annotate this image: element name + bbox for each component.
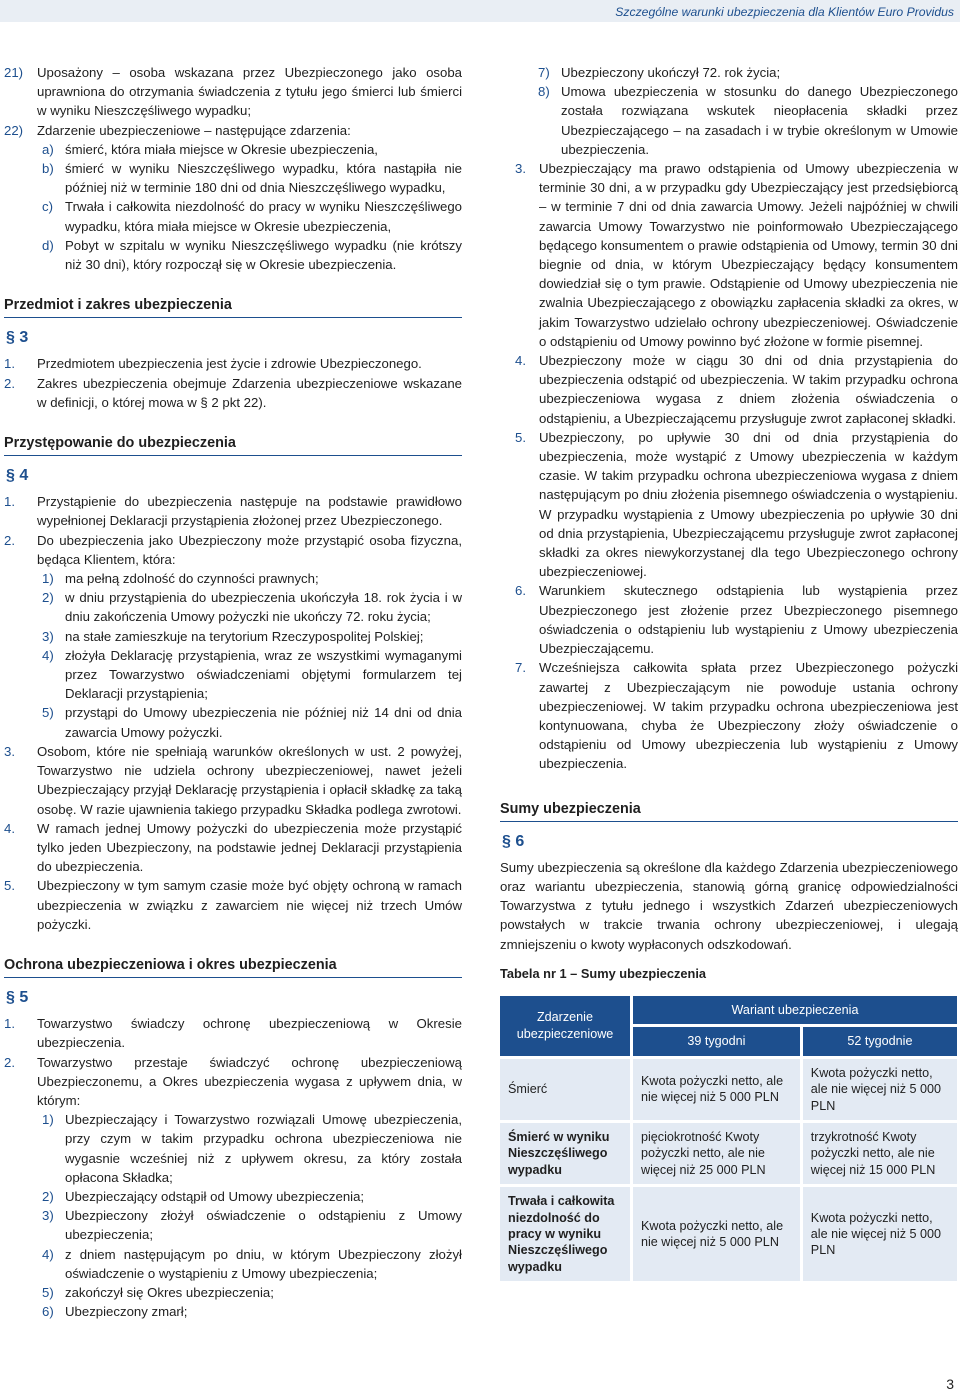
s4-sub-3: 3) na stałe zamieszkuje na terytorium Rzeczypospolitej Polskiej;	[42, 628, 424, 644]
s5-item-6: 6. Warunkiem skutecznego odstąpienia lub wystąpienia przez Ubezpieczonego jest złożenie przez Ubezpieczonego pisemnego oświadczenia o odstąpieniu lub wystąpieniu z Umowy ubezpieczenia Ubezpieczającemu.	[515, 583, 958, 657]
running-header-title: Szczególne warunki ubezpieczenia dla Klientów Euro Providus	[615, 5, 954, 19]
table-row	[500, 1059, 957, 1120]
section-mark-5: § 5	[6, 989, 29, 1007]
s3-item-1: 1. Przedmiotem ubezpieczenia jest życie i zdrowie Ubezpieczonego.	[4, 356, 422, 372]
row-event: Śmierć	[500, 1059, 630, 1120]
cell-39: pięciokrotność Kwoty pożyczki netto, ale nie więcej niż 25 000 PLN	[633, 1123, 800, 1184]
table-caption: Tabela nr 1 – Sumy ubezpieczenia	[500, 965, 707, 981]
s5-sub-7: 7) Ubezpieczony ukończył 72. rok życia;	[538, 65, 781, 80]
col-header-39: 39 tygodni	[633, 1027, 800, 1055]
section-mark-6: § 6	[502, 832, 525, 850]
s4-sub-5: 5) przystąpi do Umowy ubezpieczenia nie później niż 14 dni od dnia zawarcia Umowy pożyczki.	[42, 705, 462, 740]
s4-item-1: 1. Przystąpienie do ubezpieczenia następuje na podstawie prawidłowo wypełnionej Deklaracji przystąpienia złożonej przez Ubezpieczonego.	[4, 494, 462, 529]
s5-sub-2: 2) Ubezpieczający odstąpił od Umowy ubezpieczenia;	[42, 1188, 365, 1204]
event-d: d) Pobyt w szpitalu w wyniku Nieszczęśliwego wypadku (nie krótszy niż 30 dni), który rozpoczął się w Okresie ubezpieczenia.	[42, 237, 462, 273]
s5-item-2: 2. Towarzystwo przestaje świadczyć ochronę ubezpieczeniową Ubezpieczonemu, a Okres ubezpieczenia wygasa z upływem dnia, w którym:	[4, 1054, 462, 1108]
definition-21: 21) Uposażony – osoba wskazana przez Ubezpieczonego jako osoba uprawniona do otrzymania świadczenia z tytułu jego śmierci lub śmierci w wyniku Nieszczęśliwego wypadku;	[4, 65, 462, 119]
page-number: 3	[946, 1375, 954, 1392]
section-heading-przedmiot: Przedmiot i zakres ubezpieczenia	[4, 296, 462, 318]
s5-item-5: 5. Ubezpieczony, po upływie 30 dni od dnia przystąpienia do ubezpieczenia, może wystąpić z Umowy ubezpieczenia w każdym czasie. W takim przypadku ochrona ubezpieczeniowa wygasa z dniem następującym po dniu złożenia pisemnego oświadczenia o wystąpieniu. W przypadku wystąpienia z Umowy ubezpieczenia po upływie 30 dni od dnia przystąpienia, Ubezpieczającemu przysługuje zwrot zapłaconej składki za okres niewykorzystanej dla tego Ubezpieczonego ochrony ubezpieczeniowej.	[515, 429, 958, 580]
term-uposazony: Uposażony	[37, 65, 103, 80]
section-heading-ochrona: Ochrona ubezpieczeniowa i okres ubezpieczenia	[4, 956, 462, 978]
definition-22: 22) Zdarzenie ubezpieczeniowe – następujące zdarzenia:	[4, 122, 351, 138]
s3-item-2: 2. Zakres ubezpieczenia obejmuje Zdarzenia ubezpieczeniowe wskazane w definicji, o której mowa w § 2 pkt 22).	[4, 375, 462, 410]
event-c: c) Trwała i całkowita niezdolność do pracy w wyniku Nieszczęśliwego wypadku, która miała miejsce w Okresie ubezpieczenia,	[42, 199, 462, 234]
s5-item-4: 4. Ubezpieczony może w ciągu 30 dni od dnia przystąpienia do ubezpieczenia odstąpić od ubezpieczenia. W takim przypadku ochrona ubezpieczeniowa wygasa z dniem złożenia oświadczenia o odstąpieniu, a Ubezpieczającemu przysługuje zwrot zapłaconej składki.	[515, 353, 958, 426]
s5-sub-4: 4) z dniem następującym po dniu, w którym Ubezpieczony złożył oświadczenie o wystąpieniu z Umowy ubezpieczenia;	[42, 1246, 462, 1281]
s5-sub-8: 8) Umowa ubezpieczenia w stosunku do danego Ubezpieczonego została rozwiązana wskutek nieopłacenia składki przez Ubezpieczającego – na zasadach i w trybie określonym w Umowie ubezpieczenia.	[538, 84, 958, 157]
section-mark-3: § 3	[6, 329, 29, 347]
s5-sub-3: 3) Ubezpieczony złożył oświadczenie o odstąpieniu z Umowy ubezpieczenia;	[42, 1208, 462, 1243]
s4-item-4: 4. W ramach jednej Umowy pożyczki do ubezpieczenia może przystąpić tylko jeden Ubezpieczony, na podstawie jednej Deklaracji przystąpienia do ubezpieczenia.	[4, 820, 462, 875]
s5-item-3: 3. Ubezpieczający ma prawo odstąpienia od Umowy ubezpieczenia w terminie 30 dni, a w przypadku gdy Ubezpieczający jest przedsiębiorcą – w terminie 7 dni od dnia zawarcia Umowy. Jeżeli najpóźniej w chwili zawarcia Umowy Towarzystwo nie poinformowało Ubezpieczającego będącego konsumentem o prawie odstąpienia od Umowy, termin 30 dni biegnie od dnia, w którym Ubezpieczający będący konsumentem dowiedział się o tym prawie. Odstąpienie od Umowy ubezpieczenia nie zwalnia Ubezpieczającego z obowiązku zapłacenia składki za okres, w jakim Towarzystwo udzielało ochrony ubezpieczeniowej. Oświadczenie o odstąpieniu od Umowy powinno być złożone w formie pisemnej.	[515, 161, 958, 349]
s4-sub-4: 4) złożyła Deklarację przystąpienia, wraz ze wszystkimi wymaganymi przez Towarzystwo oświadczeniami objętymi formularzem tej Deklaracji przystąpienia;	[42, 647, 462, 702]
col-header-variant: Wariant ubezpieczenia	[633, 996, 957, 1024]
cell-52: Kwota pożyczki netto, ale nie więcej niż 5 000 PLN	[803, 1059, 957, 1120]
cell-52: Kwota pożyczki netto, ale nie więcej niż 5 000 PLN	[803, 1187, 957, 1281]
section-heading-sumy: Sumy ubezpieczenia	[500, 800, 958, 822]
table-row	[500, 1187, 957, 1281]
term-zdarzenie: Zdarzenie ubezpieczeniowe	[37, 122, 201, 138]
s5-sub-6: 6) Ubezpieczony zmarł;	[42, 1304, 188, 1320]
event-a: a) śmierć, która miała miejsce w Okresie ubezpieczenia,	[42, 141, 378, 157]
running-header	[0, 0, 960, 22]
s4-item-5: 5. Ubezpieczony w tym samym czasie może być objęty ochroną w ramach ubezpieczenia w związku z zawarciem nie więcej niż trzech Umów pożyczki.	[4, 878, 462, 932]
s4-sub-1: 1) ma pełną zdolność do czynności prawnych;	[42, 571, 319, 587]
event-b: b) śmierć w wyniku Nieszczęśliwego wypadku, która nastąpiła nie później niż w terminie 180 dni od dnia Nieszczęśliwego wypadku,	[42, 161, 462, 196]
row-event: Trwała i całkowita niezdolność do pracy w wyniku Nieszczęśliwego wypadku	[500, 1187, 630, 1281]
row-event: Śmierć w wyniku Nieszczęśliwego wypadku	[500, 1123, 630, 1184]
col-header-event: Zdarzenie ubezpieczeniowe	[500, 996, 630, 1056]
s5-sub-5: 5) zakończył się Okres ubezpieczenia;	[42, 1284, 274, 1300]
table-header-row	[500, 996, 957, 1024]
col-header-52: 52 tygodnie	[803, 1027, 957, 1055]
section-mark-4: § 4	[6, 467, 29, 485]
cell-39: Kwota pożyczki netto, ale nie więcej niż 5 000 PLN	[633, 1187, 800, 1281]
s5-item-7: 7. Wcześniejsza całkowita spłata przez Ubezpieczonego pożyczki zawartej z Ubezpieczającym nie powoduje ustania ochrony ubezpieczeniowej. W takim przypadku ochrona ubezpieczeniowa jest kontynuowana, chyba że Ubezpieczony złoży oświadczenie o odstąpieniu od Umowy ubezpieczenia lub wystąpieniu z Umowy ubezpieczenia.	[515, 660, 958, 772]
s5-sub-1: 1) Ubezpieczający i Towarzystwo rozwiązali Umowę ubezpieczenia, przy czym w takim przypadku ochrona ubezpieczeniowa nie wygasnie wcześniej niż z upływem okresu, za który została opłacona Składka;	[42, 1112, 462, 1185]
sums-table	[497, 993, 960, 1284]
right-column	[500, 63, 958, 1284]
s6-paragraph: Sumy ubezpieczenia są określone dla każdego Zdarzenia ubezpieczeniowego oraz wariantu ubezpieczenia, stanowią górną granicę odpowiedzialności Towarzystwa z tytułu jednego i wszystkich Zdarzeń ubezpieczeniowych powstałych w trakcie trwania ochrony ubezpieczeniowej, i ulegają zmniejszeniu o kwoty wypłaconych odszkodowań.	[500, 859, 958, 952]
table-row	[500, 1123, 957, 1184]
s4-item-2: 2. Do ubezpieczenia jako Ubezpieczony może przystąpić osoba fizyczna, będąca Klientem, która:	[4, 532, 462, 567]
s5-item-1: 1. Towarzystwo świadczy ochronę ubezpieczeniową w Okresie ubezpieczenia.	[4, 1016, 462, 1051]
left-column	[4, 63, 462, 1321]
s4-sub-2: 2) w dniu przystąpienia do ubezpieczenia ukończyła 18. rok życia i w dniu zakończenia Umowy pożyczki nie ukończy 72. roku życia;	[42, 590, 462, 625]
cell-52: trzykrotność Kwoty pożyczki netto, ale nie więcej niż 15 000 PLN	[803, 1123, 957, 1184]
cell-39: Kwota pożyczki netto, ale nie więcej niż 5 000 PLN	[633, 1059, 800, 1120]
section-heading-przystepowanie: Przystępowanie do ubezpieczenia	[4, 434, 462, 456]
s4-item-3: 3. Osobom, które nie spełniają warunków określonych w ust. 2 powyżej, Towarzystwo nie udziela ochrony ubezpieczeniowej, nawet jeżeli Ubezpieczający przyjął Deklarację przystąpienia i opłacił składkę za taką osobę. W razie ujawnienia takiego przypadku Składka podlega zwrotowi.	[4, 743, 462, 817]
